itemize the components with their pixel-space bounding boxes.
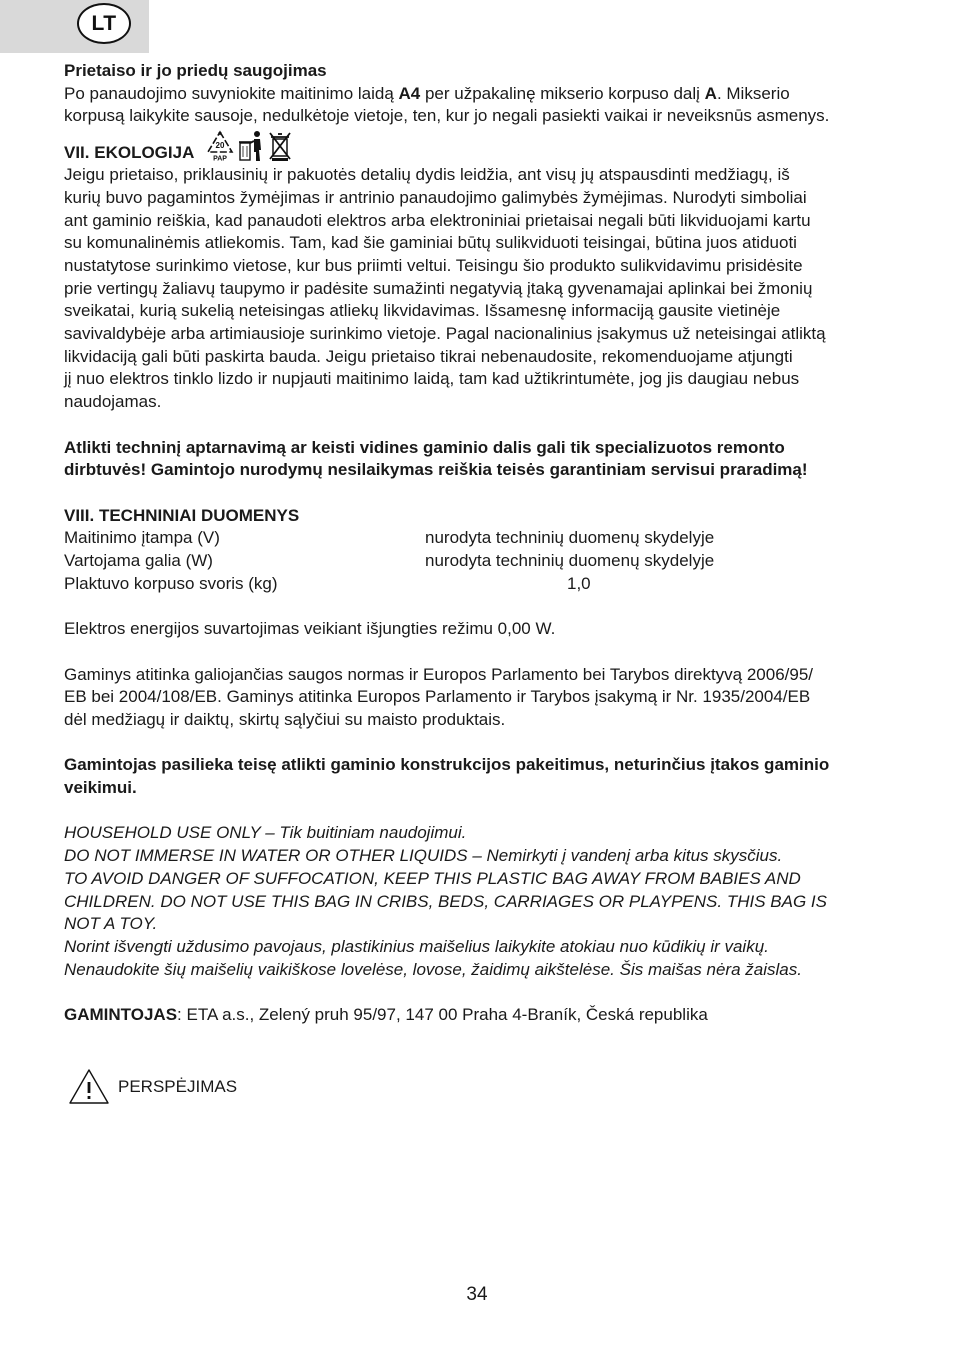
standby-consumption: Elektros energijos suvartojimas veikiant išjungties režimu 0,00 W. (64, 619, 556, 639)
ecology-line: nustatytose surinkimo vietose, kur bus priimti veltui. Teisingu šio produkto sulikvidavimu prisidėsite (64, 255, 803, 275)
ecology-line: su komunalinėmis atliekomis. Tam, kad šie gaminiai būtų sulikviduoti teisingai, būtina juos atiduoti (64, 233, 797, 253)
storage-text-1: Po panaudojimo suvyniokite maitinimo laidą (64, 83, 399, 103)
ecology-line: kurių buvo pagamintos žymėjimas ir antrinio panaudojimo galimybės žymėjimas. Nurodyti simboliai (64, 187, 807, 207)
ecology-line: ant gaminio reiškia, kad panaudoti elektros arba elektroniniai prietaisai negali būti likviduojami kartu (64, 210, 811, 230)
ecology-icons (206, 130, 292, 162)
disposal-person-icon (238, 130, 264, 162)
ecology-line: likvidaciją gali būti paskirta bauda. Jeigu prietaiso tikrai nebenaudosite, rekomenduojame atjungti (64, 346, 793, 366)
warning-triangle-icon (68, 1068, 110, 1105)
ecology-title: VII. EKOLOGIJA (64, 143, 195, 163)
spec-label: Vartojama galia (W) (64, 551, 213, 571)
spec-row-power (64, 550, 894, 573)
reserve-line: veikimui. (64, 778, 137, 798)
ecology-line: naudojamas. (64, 392, 162, 412)
spec-label: Plaktuvo korpuso svoris (kg) (64, 573, 278, 593)
tech-title: VIII. TECHNINIAI DUOMENYS (64, 505, 300, 525)
warning-line: Norint išvengti uždusimo pavojaus, plastikinius maišelius laikykite atokiau nuo kūdikių ir vaikų. (64, 936, 769, 956)
ecology-line: sveikatai, kurią sukelią neteisingas atliekų likvidavimas. Išsamesnę informaciją gausite vietinėje (64, 301, 781, 321)
storage-text-3: . Mikserio (716, 83, 790, 103)
recycle-label: PAP (213, 155, 228, 163)
warning-line: HOUSEHOLD USE ONLY – Tik buitiniam naudojimui. (64, 823, 467, 843)
recycle-code: 20 (215, 141, 225, 151)
ecology-line: savivaldybėje arba artimiausioje surinkimo vietoje. Pagal nacionalinius įsakymus už neteisingai atliktą (64, 324, 826, 344)
storage-title: Prietaiso ir jo priedų saugojimas (64, 61, 327, 80)
storage-text-2: per užpakalinę mikserio korpuso dalį (420, 83, 705, 103)
part-ref-a: A (704, 83, 717, 103)
ecology-line: prie vertingų žaliavų taupymo ir padėsite sumažinti negatyvią įtaką gyvenamajai aplinkai bei žmonių (64, 278, 813, 298)
part-ref-a4: A4 (398, 83, 421, 103)
spec-value: 1,0 (567, 573, 591, 593)
manufacturer-label: GAMINTOJAS (64, 1005, 178, 1025)
manufacturer-address: : ETA a.s., Zelený pruh 95/97, 147 00 Praha 4-Braník, Česká republika (177, 1005, 708, 1025)
document-body (64, 60, 894, 1027)
reserve-line: Gamintojas pasilieka teisę atlikti gaminio konstrukcijos pakeitimus, neturinčius įtakos gaminio (64, 755, 830, 775)
caution-block (68, 1068, 237, 1105)
warning-line: NOT A TOY. (64, 914, 158, 934)
page-number: 34 (466, 1284, 488, 1305)
manufacturer-info (64, 1004, 894, 1027)
compliance-line: dėl medžiagų ir daiktų, skirtų sąlyčiui su maisto produktais. (64, 709, 506, 729)
spec-row-weight (64, 573, 894, 596)
spec-row-voltage (64, 527, 894, 550)
language-badge: LT (77, 3, 131, 44)
spec-value: nurodyta techninių duomenų skydelyje (425, 551, 715, 571)
compliance-line: EB bei 2004/108/EB. Gaminys atitinka Europos Parlamento ir Tarybos įsakymą ir Nr. 1935/2004/EB (64, 687, 811, 707)
warning-line: TO AVOID DANGER OF SUFFOCATION, KEEP THIS PLASTIC BAG AWAY FROM BABIES AND (64, 868, 801, 888)
service-notice-line: Atlikti techninį aptarnavimą ar keisti vidines gaminio dalis gali tik specializuotos remonto (64, 437, 785, 457)
warning-line: Nenaudokite šių maišelių vaikiškose lovelėse, lovose, žaidimų aikštelėse. Šis maišas nėra žaislas. (64, 959, 802, 979)
ecology-line: Jeigu prietaiso, priklausinių ir pakuotės detalių dydis leidžia, ant visų jų atspausdinti medžiagų, iš (64, 165, 790, 185)
recycle-paper-icon (206, 130, 234, 162)
storage-line-2: korpusą laikykite sausoje, nedulkėtoje vietoje, ten, kur jo negali pasiekti vaikai ir neveiksnūs asmenys. (64, 106, 830, 126)
warning-line: DO NOT IMMERSE IN WATER OR OTHER LIQUIDS – Nemirkyti į vandenį arba kitus skysčius. (64, 846, 783, 866)
warning-line: CHILDREN. DO NOT USE THIS BAG IN CRIBS, BEDS, CARRIAGES OR PLAYPENS. THIS BAG IS (64, 891, 827, 911)
caution-label: PERSPĖJIMAS (118, 1076, 238, 1096)
compliance-line: Gaminys atitinka galiojančias saugos normas ir Europos Parlamento bei Tarybos direktyvą 2006/95/ (64, 664, 814, 684)
storage-paragraph (64, 83, 894, 106)
spec-value: nurodyta techninių duomenų skydelyje (425, 528, 715, 548)
service-notice-line: dirbtuvės! Gamintojo nurodymų nesilaikymas reiškia teisės garantiniam servisui praradimą! (64, 460, 808, 480)
ecology-line: jį nuo elektros tinklo lizdo ir nupjauti maitinimo laidą, tam kad užtikrintumėte, jog jis daugiau nebus (64, 369, 800, 389)
crossed-bin-icon (268, 130, 292, 162)
spec-label: Maitinimo įtampa (V) (64, 528, 220, 548)
ecology-heading (64, 128, 894, 164)
